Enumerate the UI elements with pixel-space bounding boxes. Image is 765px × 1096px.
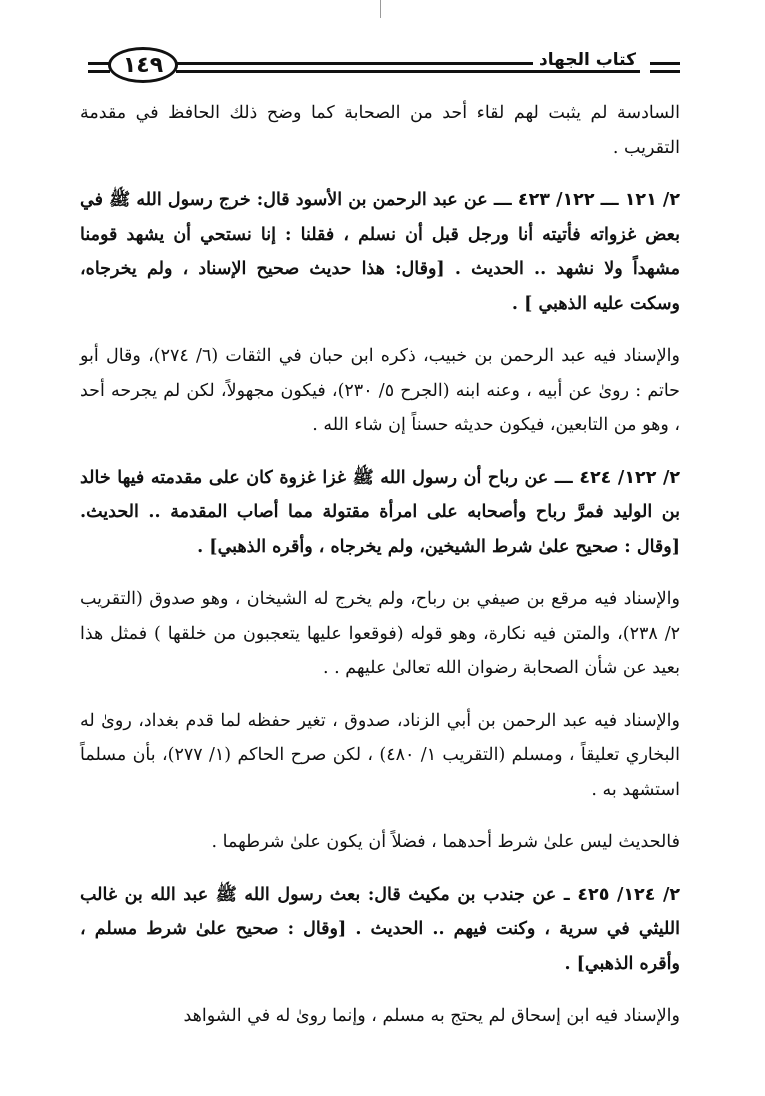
paragraph-text: السادسة لم يثبت لهم لقاء أحد من الصحابة كما وضح ذلك الحافظ في مقدمة التقريب . [80, 103, 680, 158]
paragraph-text: والإسناد فيه مرقع بن صيفي بن رباح، ولم يخرج له الشيخان ، وهو صدوق (التقريب ٢/ ٢٣٨)، والمتن فيه نكارة، وهو قوله (فوقعوا عليها يتعجبون من خلقها ) فمثل هذا بعيد عن شأن الصحابة رضوان الله تعالىٰ عليهم . . [80, 589, 680, 678]
header-rule-right-1 [650, 62, 680, 65]
paragraph [80, 704, 680, 808]
hadith-text: عن عبد الرحمن بن الأسود قال: خرج رسول الله ﷺ في بعض غزواته فأتيته أنا ورجل قبل أن نسلم ، فقلنا : إنا نستحي أن يشهد قومنا مشهداً ولا نشهد .. الحديث . [وقال: هذا حديث صحيح الإسناد ، ولم يخرجاه، وسكت عليه الذهبي ] . [80, 190, 680, 314]
paragraph [80, 582, 680, 686]
hadith-entry [80, 183, 680, 321]
paragraph [80, 999, 680, 1034]
page-header [88, 44, 680, 90]
scan-mark [380, 0, 381, 18]
page-number: ١٤٩ [108, 47, 178, 83]
header-rule-right-2 [650, 70, 680, 73]
paragraph-text: والإسناد فيه عبد الرحمن بن أبي الزناد، صدوق ، تغير حفظه لما قدم بغداد، روىٰ له البخاري تعليقاً ، ومسلم (التقريب ١/ ٤٨٠) ، لكن صرح الحاكم (١/ ٢٧٧)، بأن مسلماً استشهد به . [80, 710, 681, 800]
paragraph [80, 825, 680, 860]
book-title: كتاب الجهاد [533, 50, 642, 70]
paragraph-text: والإسناد فيه ابن إسحاق لم يحتج به مسلم ، وإنما روىٰ له في الشواهد [183, 1006, 680, 1026]
header-rule-top [88, 62, 110, 65]
header-rule-bottom-long [176, 70, 640, 73]
paragraph-text: فالحديث ليس علىٰ شرط أحدهما ، فضلاً أن يكون علىٰ شرطهما . [211, 832, 680, 852]
paragraph [80, 96, 680, 165]
hadith-reference: ٢/ ١٢١ ـــ ١٢٢/ ٤٢٣ ـــ [493, 190, 680, 210]
hadith-entry [80, 878, 680, 982]
hadith-text: عن رباح أن رسول الله ﷺ غزا غزوة كان على مقدمته فيها خالد بن الوليد فمرَّ رباح وأصحابه على امرأة مقتولة مما أصاب المقدمة .. الحديث. [وقال : صحيح علىٰ شرط الشيخين، ولم يخرجاه ، وأقره الذهبي] . [80, 467, 680, 557]
header-rule-bottom [88, 70, 110, 73]
page-body [80, 96, 680, 1052]
hadith-entry [80, 461, 680, 565]
paragraph [80, 339, 680, 443]
paragraph-text: والإسناد فيه عبد الرحمن بن خبيب، ذكره ابن حبان في الثقات (٦/ ٢٧٤)، وقال أبو حاتم : روىٰ عن أبيه ، وعنه ابنه (الجرح ٥/ ٢٣٠)، فيكون مجهولاً، لكن لم يجرحه أحد ، وهو من التابعين، فيكون حديثه حسناً إن شاء الله . [80, 346, 680, 435]
hadith-reference: ٢/ ١٢٤/ ٤٢٥ ـ [563, 884, 681, 905]
hadith-text: عن جندب بن مكيث قال: بعث رسول الله ﷺ عبد الله بن غالب الليثي في سرية ، وكنت فيهم .. الحديث . [وقال : صحيح علىٰ شرط مسلم ، وأقره الذهبي] . [80, 884, 680, 974]
hadith-reference: ٢/ ١٢٢/ ٤٢٤ ـــ [554, 467, 681, 488]
